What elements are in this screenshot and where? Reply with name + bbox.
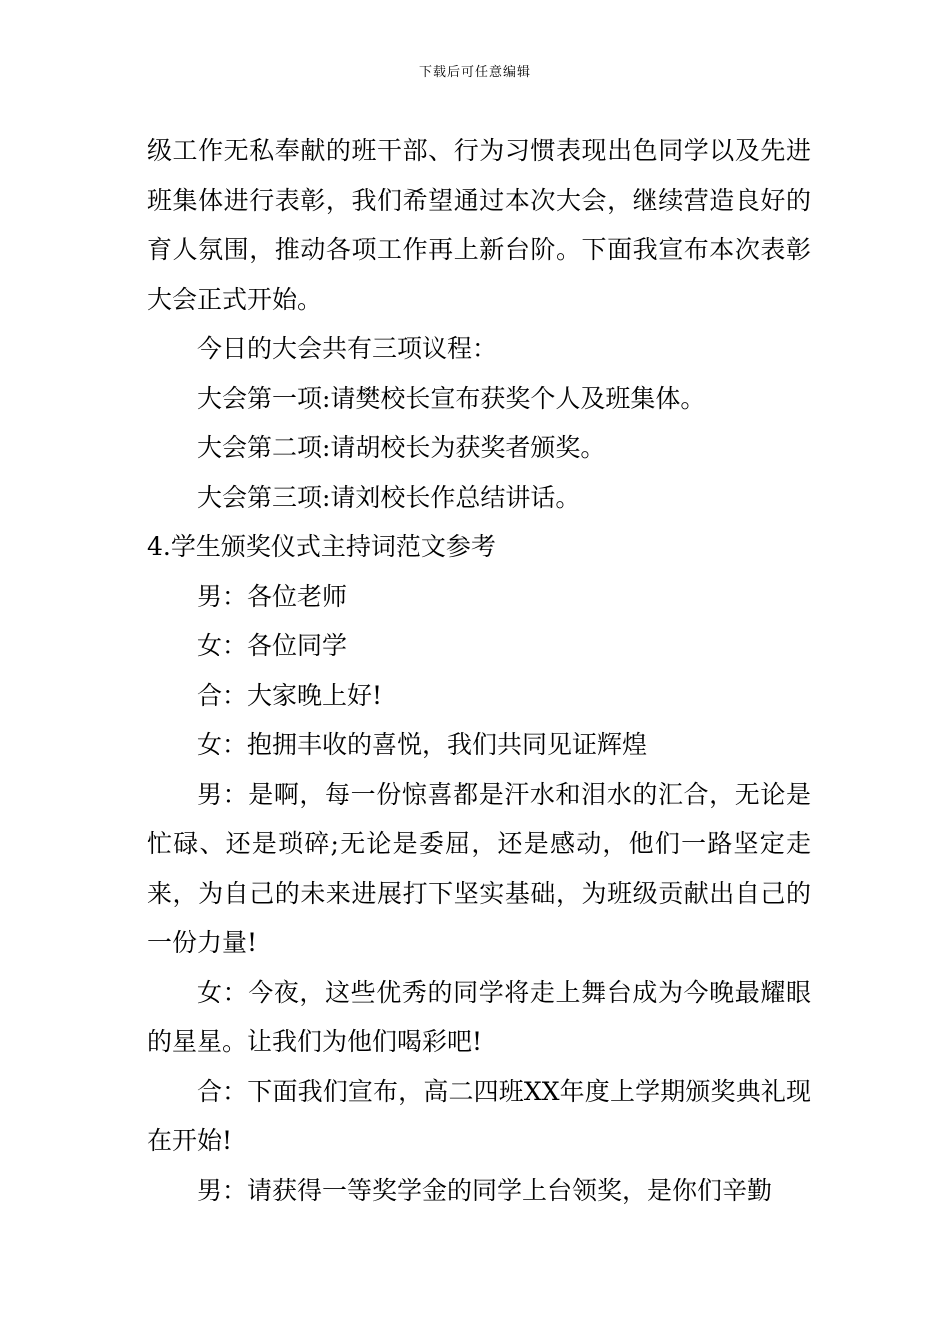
dialogue-line: 合：大家晚上好! (197, 680, 383, 710)
dialogue-line: 男：各位老师 (197, 581, 348, 611)
dialogue-line: 合：下面我们宣布，高二四班XX年度上学期颁奖典礼现在开始! (147, 1076, 811, 1155)
section-heading: 4.学生颁奖仪式主持词范文参考 (147, 532, 496, 561)
paragraph-1: 级工作无私奉献的班干部、行为习惯表现出色同学以及先进班集体进行表彰，我们希望通过本次大会，继续营造良好的育人氛围，推动各项工作再上新台阶。下面我宣布本次表彰大会正式开始。 (147, 136, 811, 314)
page-header: 下载后可任意编辑 (418, 65, 531, 80)
document-body (147, 126, 811, 1215)
paragraph-agenda-item-1: 大会第一项:请樊校长宣布获奖个人及班集体。 (197, 383, 706, 413)
dialogue-line: 男：请获得一等奖学金的同学上台领奖，是你们辛勤 (197, 1175, 773, 1205)
dialogue-line: 女：今夜，这些优秀的同学将走上舞台成为今晚最耀眼的星星。让我们为他们喝彩吧! (147, 977, 811, 1056)
paragraph-agenda-item-2: 大会第二项:请胡校长为获奖者颁奖。 (197, 433, 606, 462)
paragraph-agenda-intro: 今日的大会共有三项议程： (197, 334, 498, 363)
dialogue-line: 女：各位同学 (197, 631, 348, 660)
dialogue-line: 男：是啊，每一份惊喜都是汗水和泪水的汇合，无论是忙碌、还是琐碎;无论是委屈，还是感动，他们一路坚定走来，为自己的未来进展打下坚实基础，为班级贡献出自己的一份力量! (147, 779, 811, 957)
dialogue-line: 女：抱拥丰收的喜悦，我们共同见证辉煌 (197, 730, 648, 759)
paragraph-agenda-item-3: 大会第三项:请刘校长作总结讲话。 (197, 482, 581, 512)
